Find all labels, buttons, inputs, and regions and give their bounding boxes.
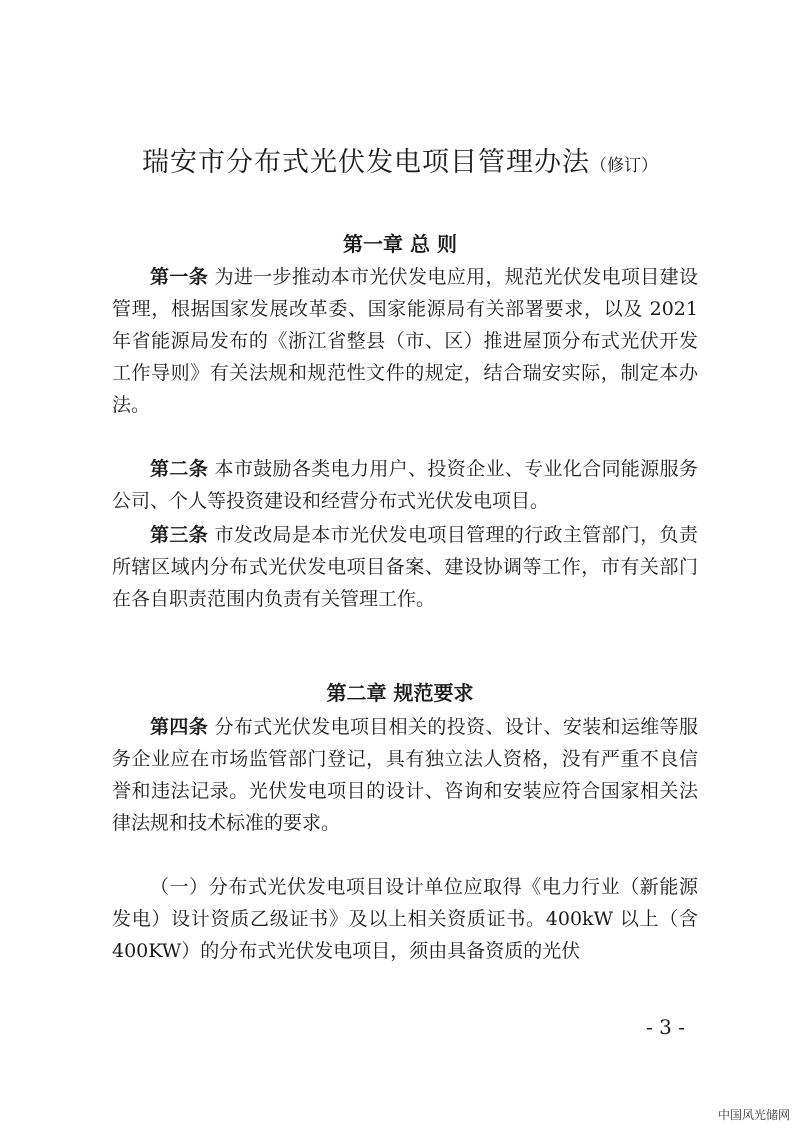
chapter-2-heading: 第二章 规范要求 [326, 681, 474, 705]
chapter-1-heading: 第一章 总 则 [343, 232, 457, 256]
watermark-text: 中国风光储网 [717, 1108, 790, 1122]
article-4 [112, 711, 698, 839]
article-1 [112, 261, 698, 421]
article-2-lead: 第二条 [150, 458, 209, 480]
article-3-lead: 第三条 [150, 524, 209, 546]
article-3-text: 市发改局是本市光伏发电项目管理的行政主管部门，负责所辖区域内分布式光伏发电项目备案、建设协调等工作，市有关部门在各自职责范围内负责有关管理工作。 [112, 524, 698, 610]
article-1-lead: 第一条 [150, 266, 209, 288]
article-4-lead: 第四条 [150, 716, 209, 738]
article-3 [112, 519, 698, 615]
article-4-item-1 [112, 871, 698, 967]
item-1-text: （一）分布式光伏发电项目设计单位应取得《电力行业（新能源发电）设计资质乙级证书》及以上相关资质证书。400kW 以上（含 400KW）的分布式光伏发电项目，须由具备资质的光伏 [112, 876, 698, 962]
page-number: - 3 - [646, 1015, 685, 1039]
article-2-text: 本市鼓励各类电力用户、投资企业、专业化合同能源服务公司、个人等投资建设和经营分布式光伏发电项目。 [112, 458, 698, 512]
article-2 [112, 453, 698, 517]
article-1-text: 为进一步推动本市光伏发电应用，规范光伏发电项目建设管理，根据国家发展改革委、国家能源局有关部署要求，以及 2021 年省能源局发布的《浙江省整县（市、区）推进屋顶分布式光伏开发工作导则》有关法规和规范性文件的规定，结合瑞安实际，制定本办法。 [112, 266, 698, 416]
article-4-text: 分布式光伏发电项目相关的投资、设计、安装和运维等服务企业应在市场监管部门登记，具有独立法人资格，没有严重不良信誉和违法记录。光伏发电项目的设计、咨询和安装应符合国家相关法律法规和技术标准的要求。 [112, 716, 698, 834]
title-suffix: （修订） [590, 156, 658, 176]
title-main: 瑞安市分布式光伏发电项目管理办法 [142, 147, 590, 178]
document-title [0, 140, 800, 179]
